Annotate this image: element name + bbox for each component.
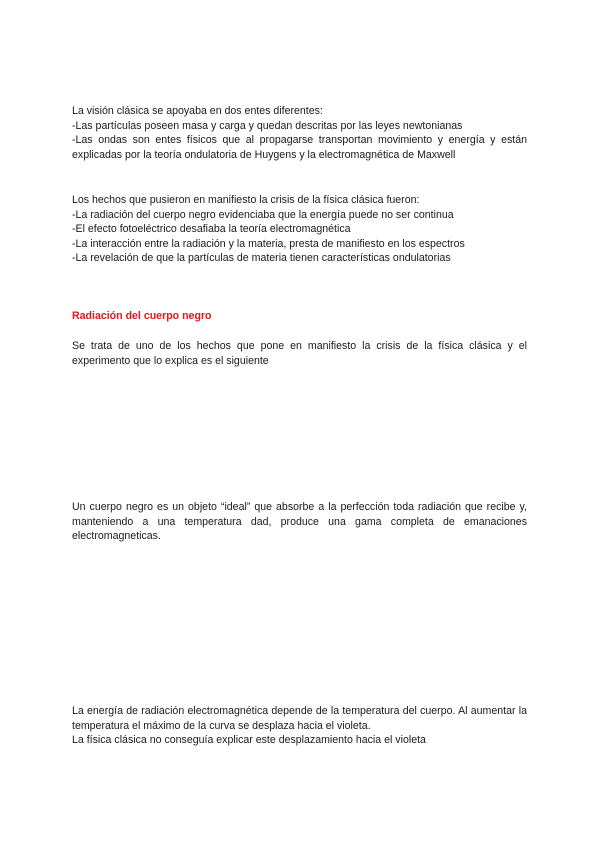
crisis-item: -La interacción entre la radiación y la materia, presta de manifiesto en los espectros bbox=[72, 237, 465, 250]
crisis-section bbox=[72, 193, 527, 266]
classical-intro: La visión clásica se apoyaba en dos entes diferentes: bbox=[72, 105, 323, 117]
blackbody-intro: Se trata de uno de los hechos que pone en manifiesto la crisis de la física clásica y el experimento que lo explica es el siguiente bbox=[72, 340, 527, 367]
crisis-item: -El efecto fotoeléctrico desafiaba la teoría electromagnética bbox=[72, 223, 351, 236]
crisis-item: -La revelación de que la partículas de materia tienen características ondulatorias bbox=[72, 252, 451, 265]
blackbody-definition: Un cuerpo negro es un objeto “ideal” que absorbe a la perfección toda radiación que recibe y, manteniendo a una temperatura dad, produce una gama completa de emanaciones electromagneticas. bbox=[72, 501, 527, 543]
blackbody-failure: La física clásica no conseguía explicar este desplazamiento hacia el violeta bbox=[72, 734, 426, 747]
blackbody-conclusion bbox=[72, 704, 527, 748]
classical-waves: -Las ondas son entes físicos que al propagarse transportan movimiento y energía y están explicadas por la teoría ondulatoria de Huygens y la electromagnética de Maxwell bbox=[72, 134, 527, 161]
crisis-item: -La radiación del cuerpo negro evidenciaba que la energía puede no ser continua bbox=[72, 208, 454, 221]
classical-view-section bbox=[72, 104, 527, 162]
blackbody-heading: Radiación del cuerpo negro bbox=[72, 310, 212, 322]
crisis-intro: Los hechos que pusieron en manifiesto la crisis de la física clásica fueron: bbox=[72, 194, 420, 206]
classical-particles: -Las partículas poseen masa y carga y quedan descritas por las leyes newtonianas bbox=[72, 119, 463, 132]
blackbody-energy: La energía de radiación electromagnética depende de la temperatura del cuerpo. Al aumentar la temperatura el máximo de la curva se desplaza hacia el violeta. bbox=[72, 705, 527, 732]
